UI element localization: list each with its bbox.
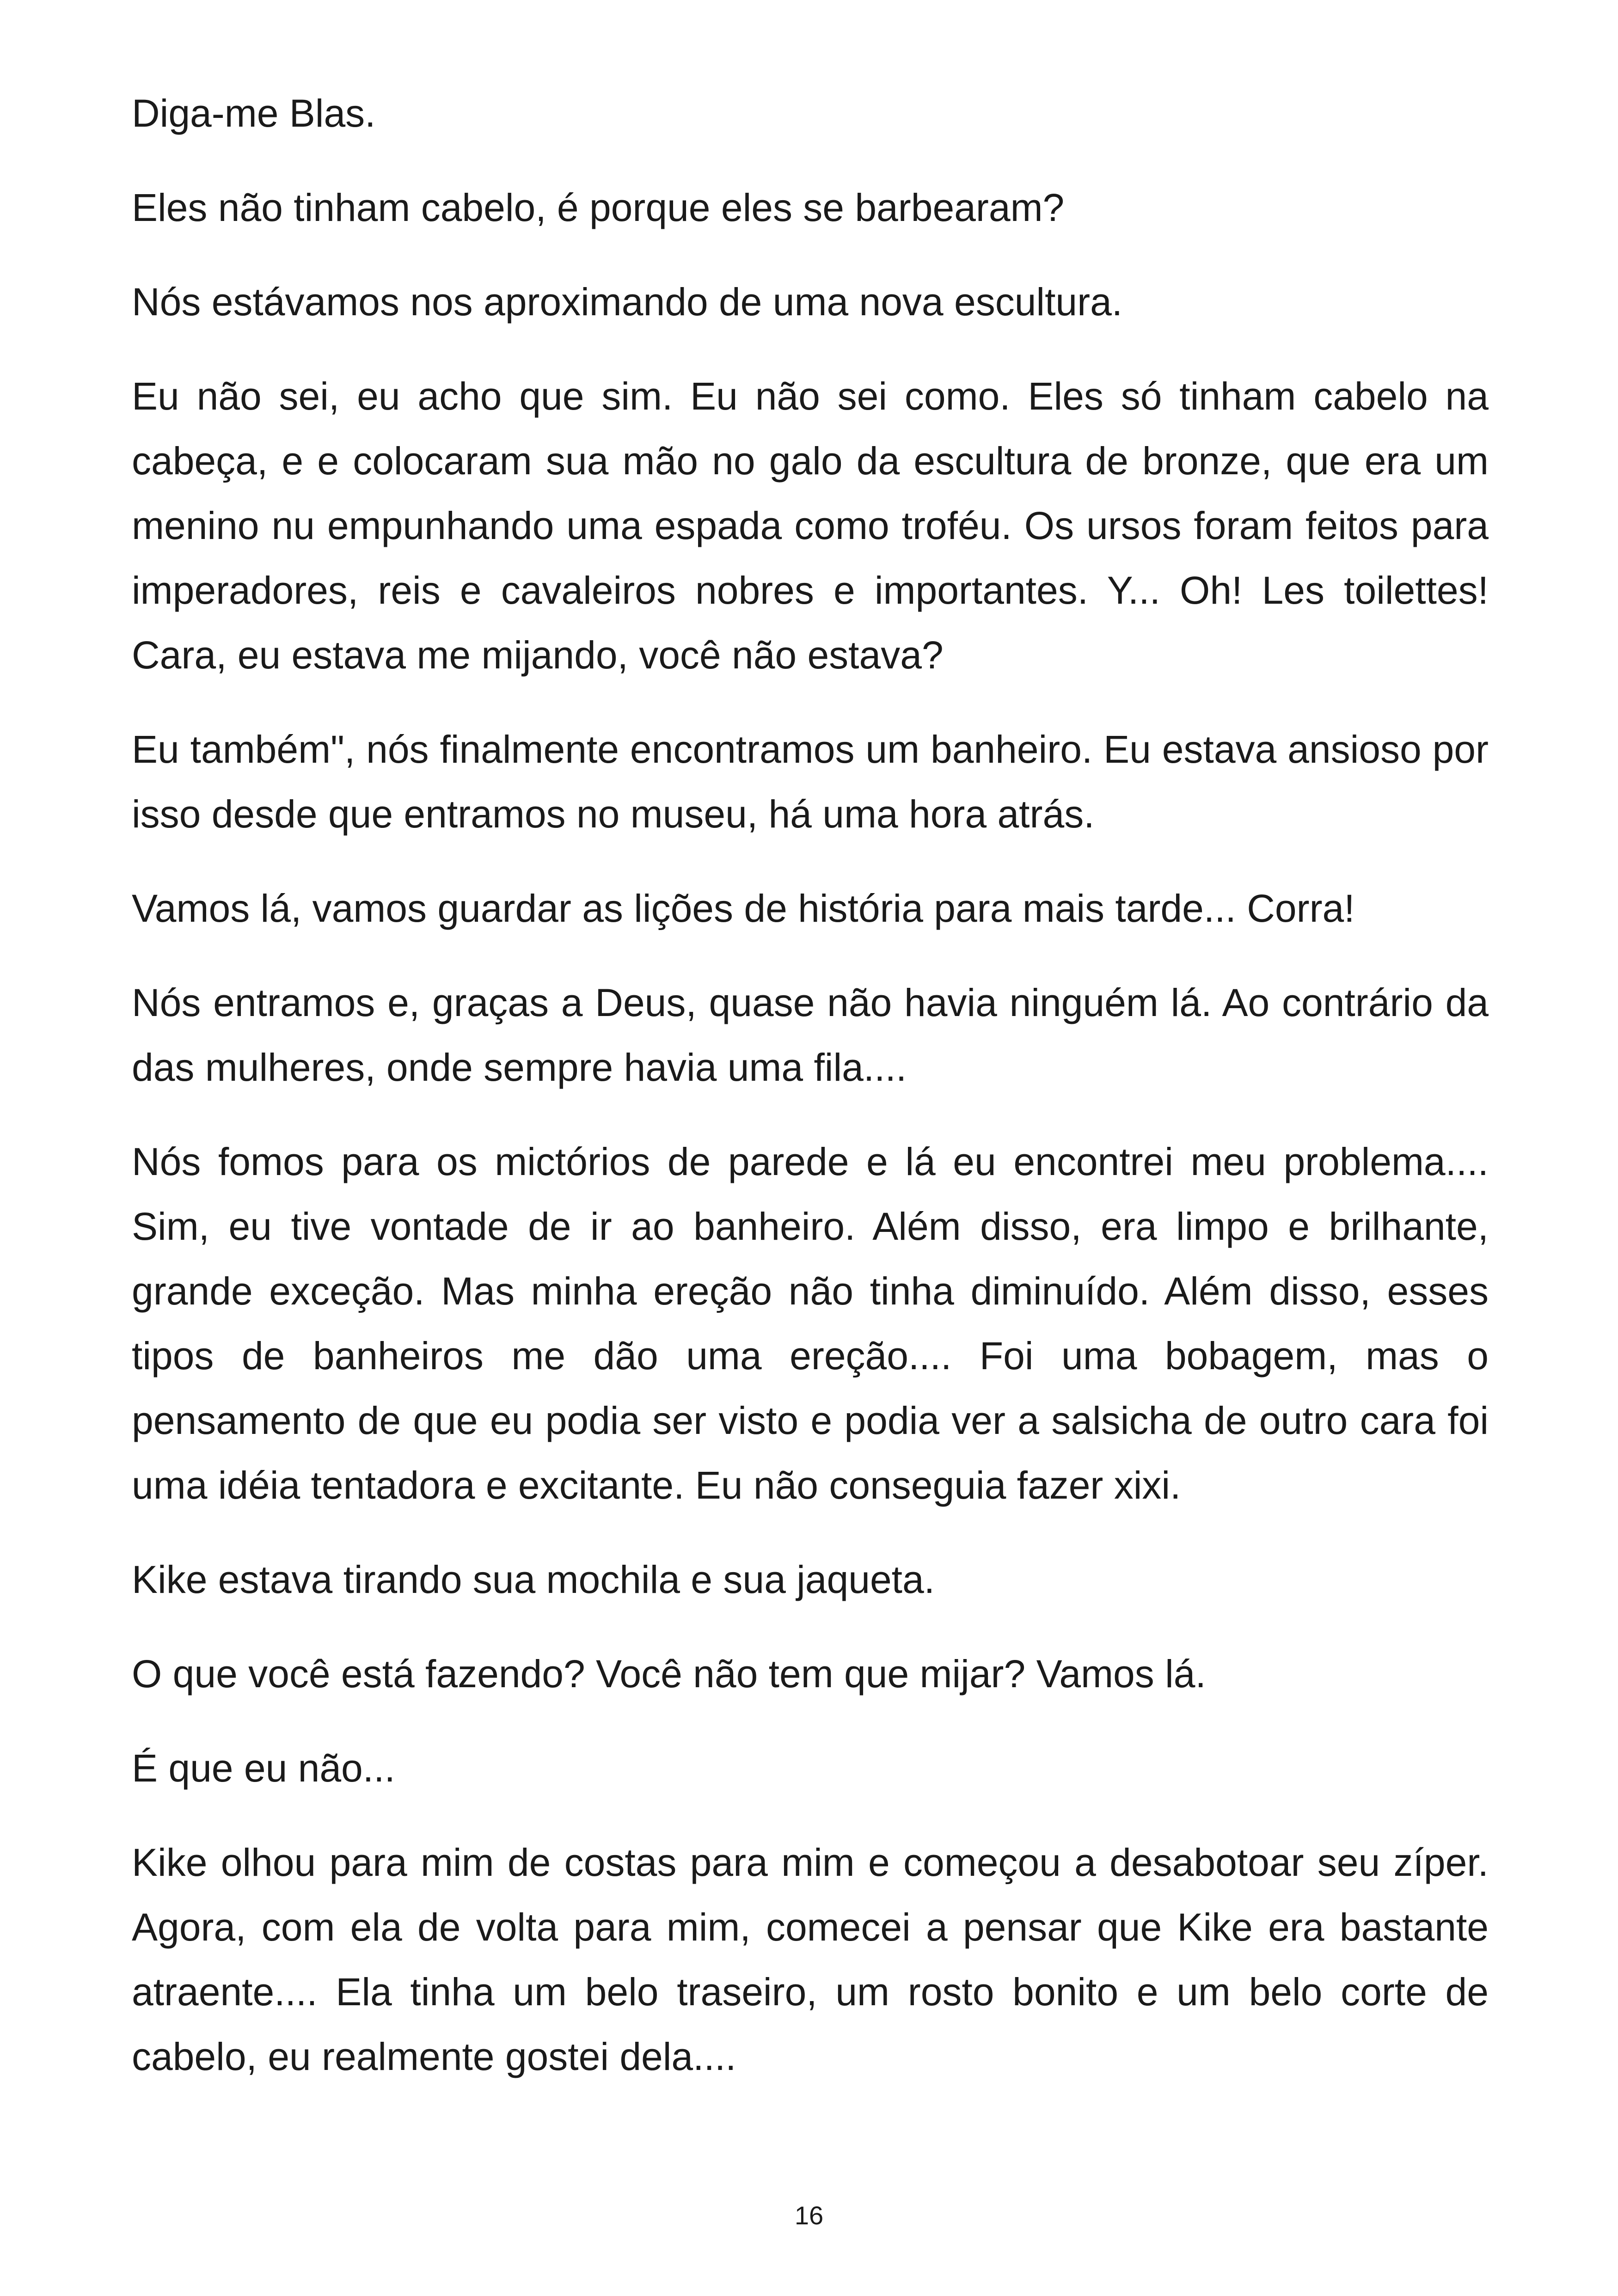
paragraph: Eles não tinham cabelo, é porque eles se barbearam? xyxy=(132,186,1065,229)
paragraph: O que você está fazendo? Você não tem que mijar? Vamos lá. xyxy=(132,1652,1206,1696)
paragraph: É que eu não... xyxy=(132,1746,395,1790)
paragraph: Vamos lá, vamos guardar as lições de história para mais tarde... Corra! xyxy=(132,887,1355,930)
paragraph: Diga-me Blas. xyxy=(132,92,376,135)
paragraph: Kike estava tirando sua mochila e sua jaqueta. xyxy=(132,1558,935,1601)
paragraph: Eu não sei, eu acho que sim. Eu não sei como. Eles só tinham cabelo na cabeça, e e colocaram sua mão no galo da escultura de bronze, que era um menino nu empunhando uma espada como troféu. Os ursos foram feitos para imperadores, reis e cavaleiros nobres e importantes. Y... Oh! Les toilettes! Cara, eu estava me mijando, você não estava? xyxy=(132,374,1489,677)
paragraph: Nós entramos e, graças a Deus, quase não havia ninguém lá. Ao contrário da das mulheres, onde sempre havia uma fila.... xyxy=(132,981,1489,1089)
document-page xyxy=(132,81,1489,2118)
paragraph: Nós fomos para os mictórios de parede e lá eu encontrei meu problema.... Sim, eu tive vontade de ir ao banheiro. Além disso, era limpo e brilhante, grande exceção. Mas minha ereção não tinha diminuído. Além disso, esses tipos de banheiros me dão uma ereção.... Foi uma bobagem, mas o pensamento de que eu podia ser visto e podia ver a salsicha de outro cara foi uma idéia tentadora e excitante. Eu não conseguia fazer xixi. xyxy=(132,1140,1489,1507)
paragraph: Kike olhou para mim de costas para mim e começou a desabotoar seu zíper. Agora, com ela de volta para mim, comecei a pensar que Kike era bastante atraente.... Ela tinha um belo traseiro, um rosto bonito e um belo corte de cabelo, eu realmente gostei dela.... xyxy=(132,1841,1489,2078)
page-number: 16 xyxy=(794,2201,824,2230)
paragraph: Nós estávamos nos aproximando de uma nova escultura. xyxy=(132,280,1123,324)
paragraph: Eu também", nós finalmente encontramos um banheiro. Eu estava ansioso por isso desde que entramos no museu, há uma hora atrás. xyxy=(132,728,1489,836)
